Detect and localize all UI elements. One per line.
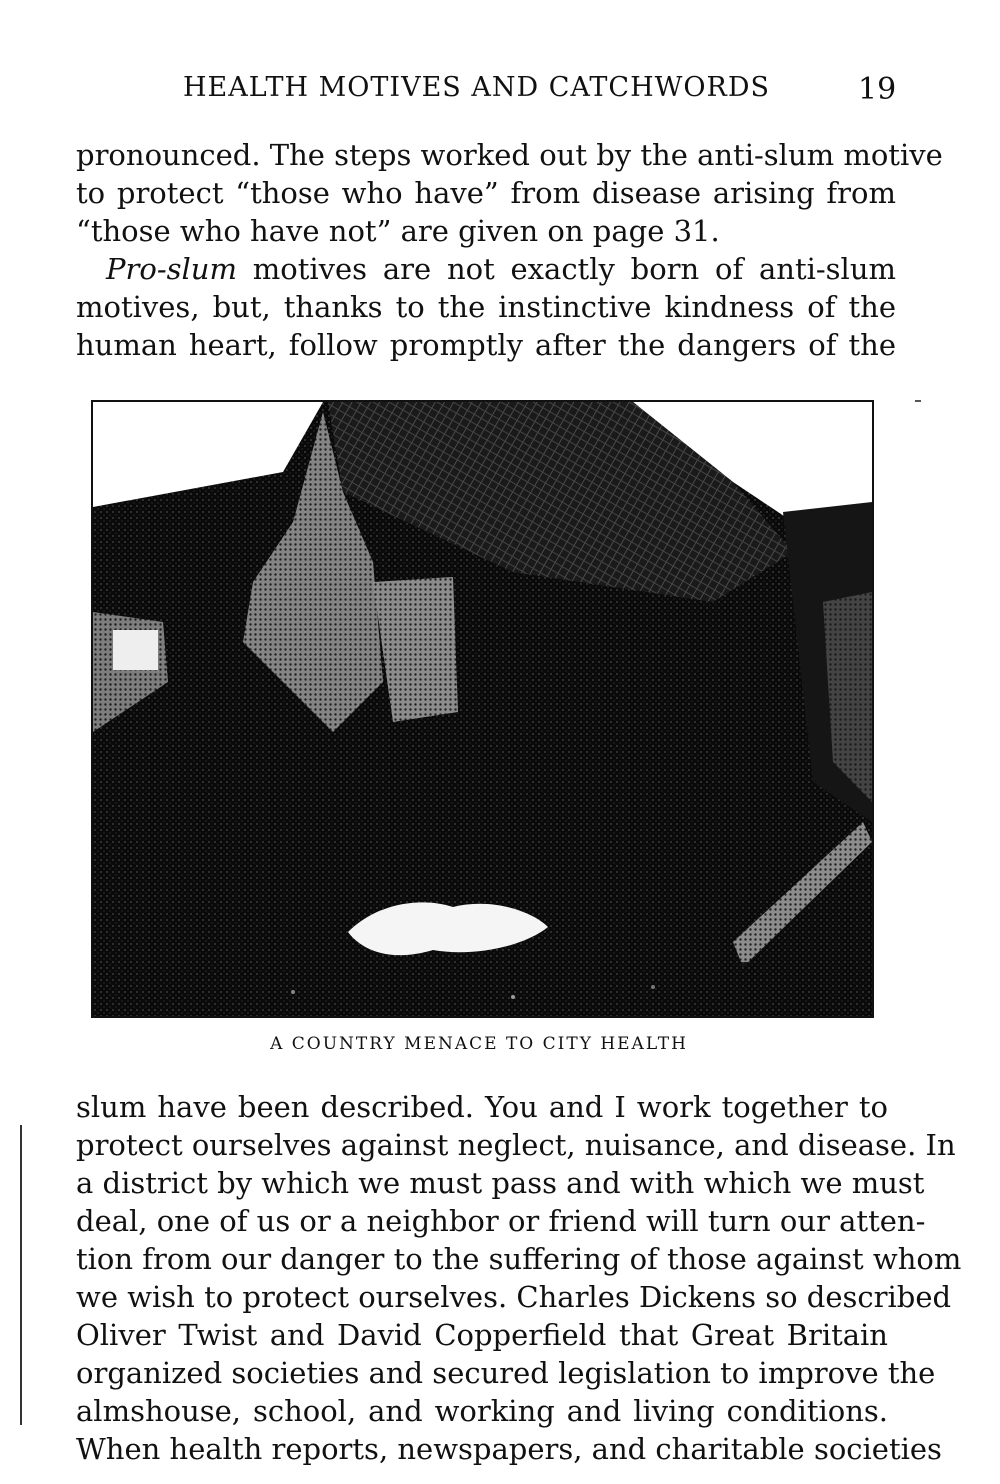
figure-caption: A COUNTRY MENACE TO CITY HEALTH (270, 1034, 688, 1054)
text-line: to protect “those who have” from disease arising from (76, 176, 896, 210)
emphasis-pro-slum: Pro-slum (106, 252, 237, 286)
text-line: a district by which we must pass and with which we must (76, 1166, 925, 1200)
text-line: pronounced. The steps worked out by the anti-slum motive (76, 138, 943, 172)
text-line: When health reports, newspapers, and charitable societies (76, 1432, 942, 1466)
text-line: organized societies and secured legislation to improve the (76, 1356, 936, 1390)
paragraph-1 (76, 136, 943, 250)
paragraph-3 (76, 1088, 962, 1468)
dilapidated-shed-illustration (93, 402, 872, 1016)
running-head-title: HEALTH MOTIVES AND CATCHWORDS (183, 72, 770, 103)
text-segment: motives are not exactly born of anti-slum (236, 252, 896, 286)
text-line: Oliver Twist and David Copperfield that Great Britain (76, 1318, 888, 1352)
page-number: 19 (858, 72, 897, 107)
paragraph-2 (76, 250, 896, 364)
text-line: we wish to protect ourselves. Charles Dickens so described (76, 1280, 952, 1314)
text-line: protect ourselves against neglect, nuisance, and disease. In (76, 1128, 956, 1162)
scan-mark (915, 400, 921, 402)
text-line: tion from our danger to the suffering of those against whom (76, 1242, 962, 1276)
text-line: motives, but, thanks to the instinctive kindness of the (76, 290, 896, 324)
scan-margin-line (20, 1125, 22, 1425)
text-line: slum have been described. You and I work together to (76, 1090, 888, 1124)
text-line: “those who have not” are given on page 31. (76, 214, 720, 248)
text-line (76, 250, 896, 288)
halftone-photograph (91, 400, 874, 1018)
text-line: human heart, follow promptly after the dangers of the (76, 328, 896, 362)
text-line: almshouse, school, and working and living conditions. (76, 1394, 888, 1428)
text-line: deal, one of us or a neighbor or friend will turn our atten- (76, 1204, 926, 1238)
